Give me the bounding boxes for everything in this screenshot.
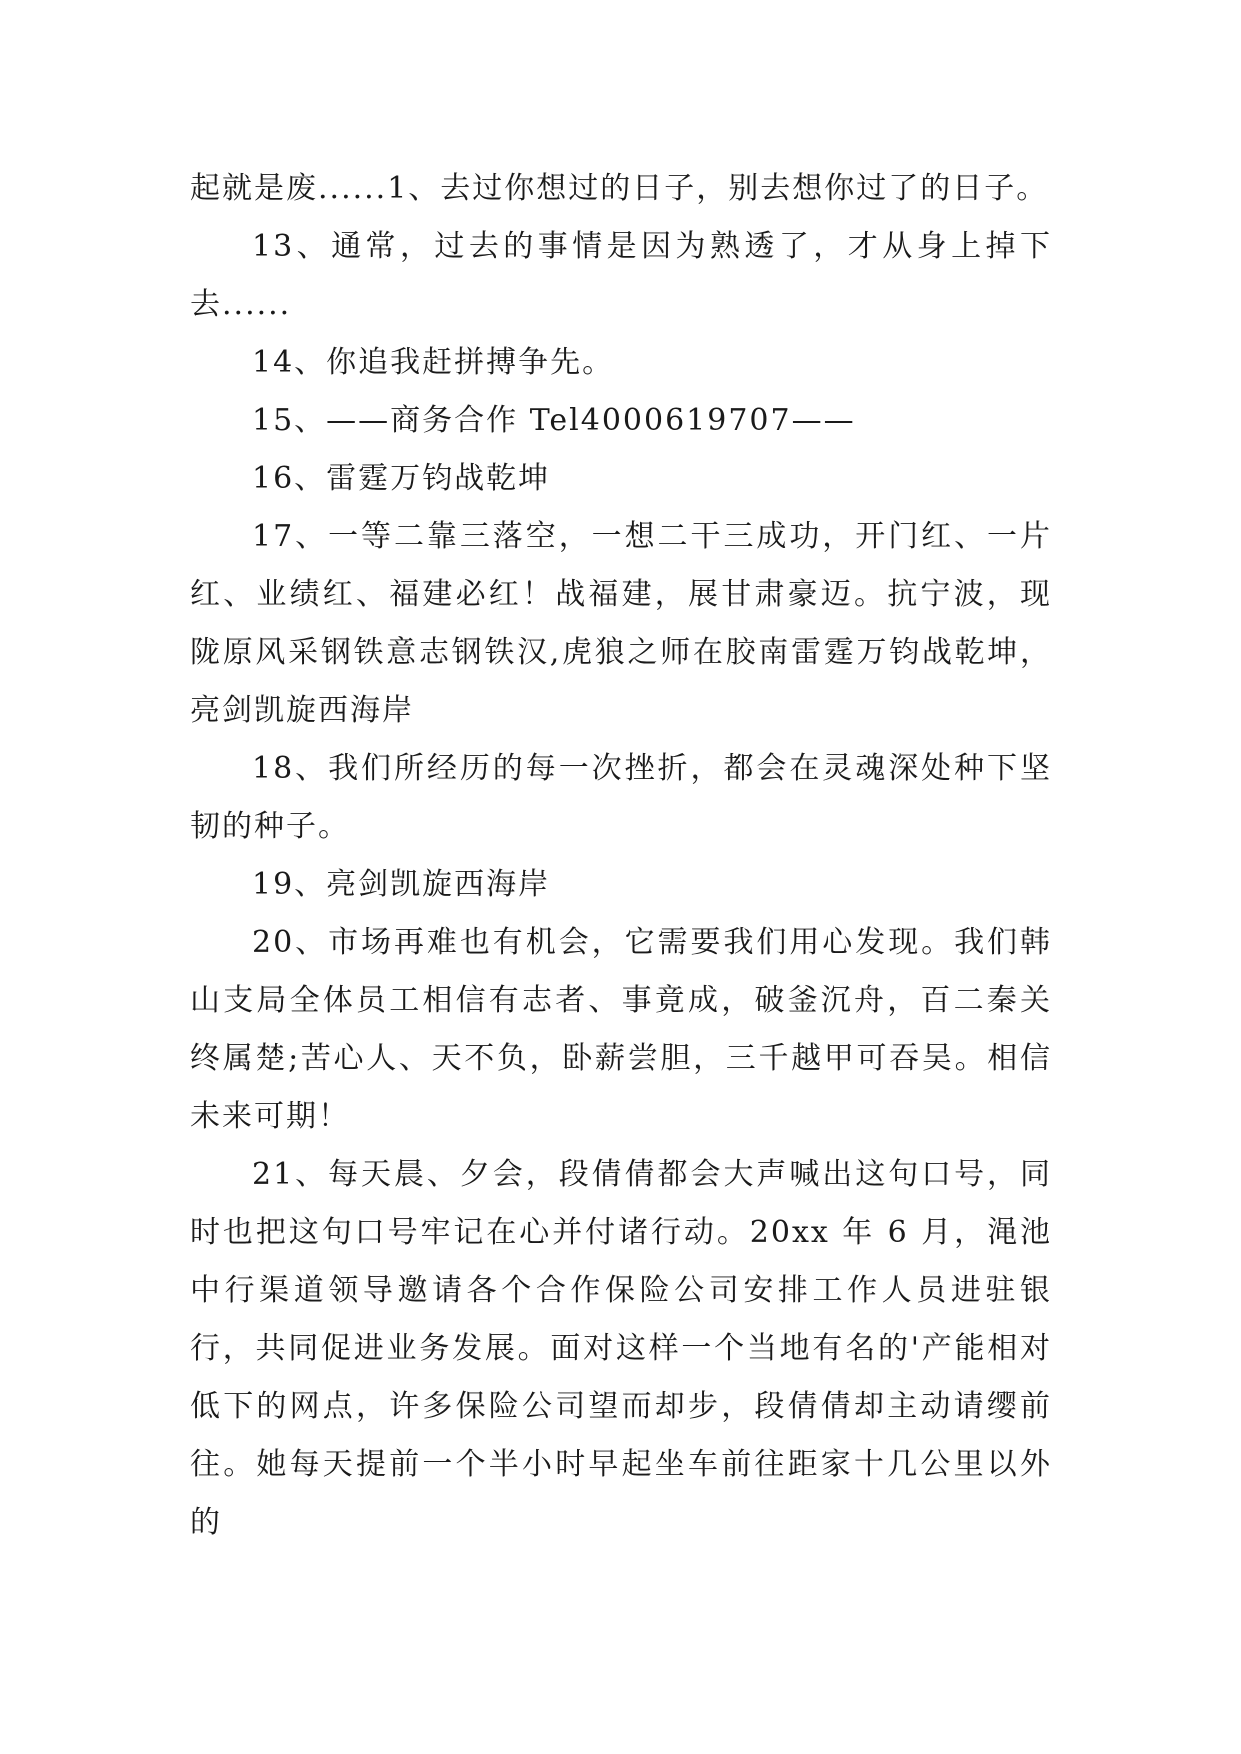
paragraph-item-15: 15、——商务合作 Tel4000619707——	[252, 403, 856, 438]
paragraph-item-19: 19、亮剑凯旋西海岸	[252, 867, 551, 902]
paragraph-item-14: 14、你追我赶拼搏争先。	[252, 345, 615, 380]
paragraph-continuation: 起就是废......1、去过你想过的日子，别去想你过了的日子。	[190, 171, 1049, 206]
paragraph-item-16: 16、雷霆万钧战乾坤	[252, 461, 551, 496]
paragraph-item-21: 21、每天晨、夕会，段倩倩都会大声喊出这句口号，同时也把这句口号牢记在心并付诸行动。20xx 年 6 月，渑池中行渠道领导邀请各个合作保险公司安排工作人员进驻银行，共同促进业务发展。面对这样一个当地有名的'产能相对低下的网点，许多保险公司望而却步，段倩倩却主动请缨前往。她每天提前一个半小时早起坐车前往距家十几公里以外的	[190, 1157, 1052, 1540]
paragraph-item-18: 18、我们所经历的每一次挫折，都会在灵魂深处种下坚韧的种子。	[190, 751, 1052, 844]
paragraph-item-20: 20、市场再难也有机会，它需要我们用心发现。我们韩山支局全体员工相信有志者、事竟成，破釜沉舟，百二秦关终属楚;苦心人、天不负，卧薪尝胆，三千越甲可吞吴。相信未来可期！	[190, 925, 1052, 1134]
paragraph-item-13: 13、通常，过去的事情是因为熟透了，才从身上掉下去......	[190, 229, 1052, 322]
document-body	[190, 160, 1052, 1552]
paragraph-item-17: 17、一等二靠三落空，一想二干三成功，开门红、一片红、业绩红、福建必红！战福建，展甘肃豪迈。抗宁波，现陇原风采钢铁意志钢铁汉,虎狼之师在胶南雷霆万钧战乾坤，亮剑凯旋西海岸	[190, 519, 1052, 728]
